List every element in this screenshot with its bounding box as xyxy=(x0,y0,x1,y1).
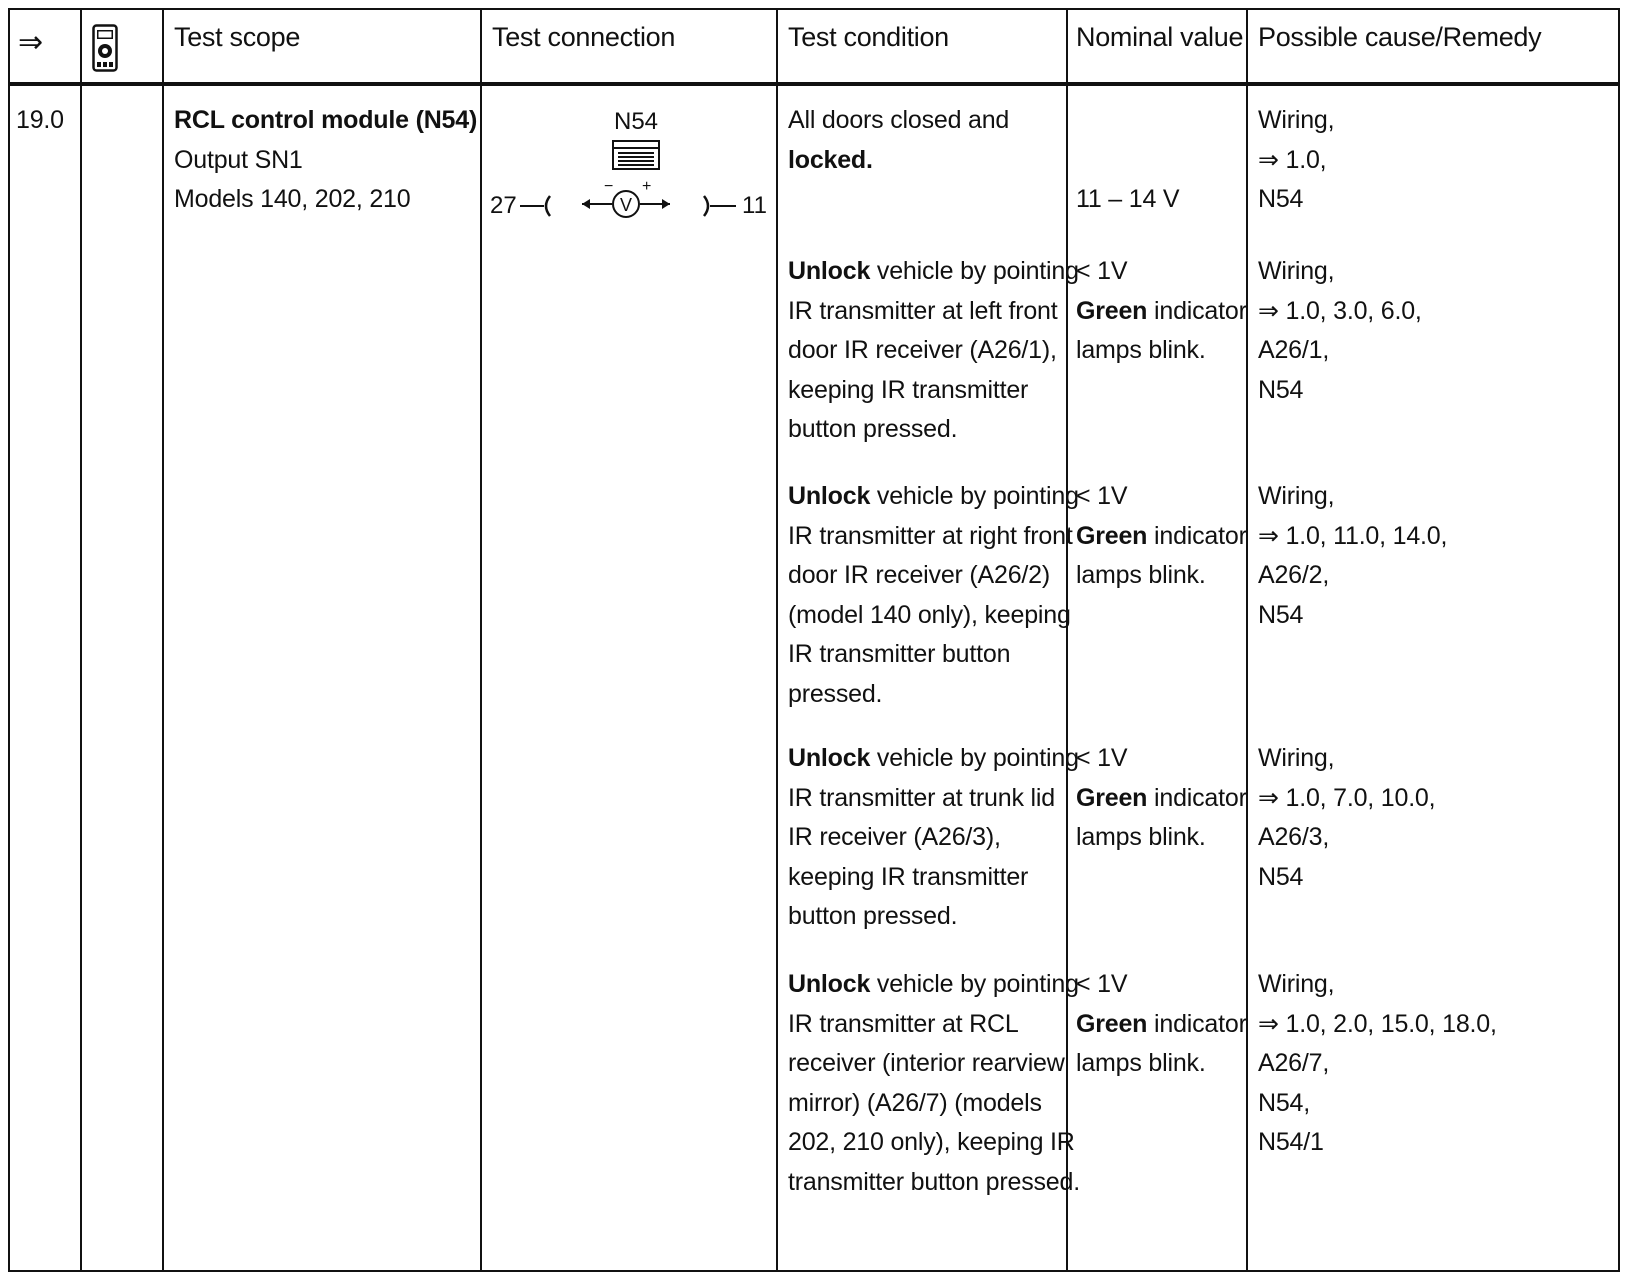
condition-line: receiver (interior rearview xyxy=(788,1049,1065,1077)
cause-line: N54 xyxy=(1258,185,1304,213)
cause-line: N54 xyxy=(1258,600,1304,629)
header-nominal-value: Nominal value xyxy=(1076,22,1244,52)
connector-left-icon xyxy=(518,192,554,222)
condition-cell xyxy=(788,965,1080,1202)
nominal-cell xyxy=(1076,477,1247,596)
condition-line: IR transmitter at left front xyxy=(788,296,1058,325)
condition-line: keeping IR transmitter xyxy=(788,375,1029,404)
cause-cell xyxy=(1258,477,1447,635)
header-possible-cause: Possible cause/Remedy xyxy=(1258,22,1542,52)
nominal-cell xyxy=(1076,739,1247,858)
condition-line: 202, 210 only), keeping IR xyxy=(788,1128,1075,1156)
cause-cell xyxy=(1258,252,1422,410)
condition-line: Unlock vehicle by pointing xyxy=(788,482,1079,510)
cause-line: ⇒ 1.0, xyxy=(1258,145,1327,174)
condition-line: door IR receiver (A26/2) xyxy=(788,561,1050,589)
cause-line: A26/1, xyxy=(1258,336,1330,364)
cause-line: Wiring, xyxy=(1258,106,1335,134)
nominal-line xyxy=(1076,101,1179,141)
cause-line: ⇒ 1.0, 2.0, 15.0, 18.0, xyxy=(1258,1009,1497,1038)
condition-line: Unlock vehicle by pointing xyxy=(788,744,1079,772)
pin-right-label: 11 xyxy=(742,192,767,219)
header-test-connection: Test connection xyxy=(492,22,676,52)
cause-line: N54, xyxy=(1258,1088,1311,1117)
nominal-line: < 1V xyxy=(1076,744,1128,772)
test-scope-cell xyxy=(174,101,477,220)
condition-line: pressed. xyxy=(788,679,883,708)
scope-output: Output SN1 xyxy=(174,145,303,174)
module-label: N54 xyxy=(614,108,659,135)
header-test-scope: Test scope xyxy=(174,22,301,52)
multimeter-icon xyxy=(92,24,118,72)
header-test-condition: Test condition xyxy=(788,22,949,52)
condition-line: door IR receiver (A26/1), xyxy=(788,336,1057,364)
condition-cell xyxy=(788,252,1079,450)
nominal-line: lamps blink. xyxy=(1076,561,1206,589)
nominal-line: Green indicator xyxy=(1076,296,1247,325)
cause-line: ⇒ 1.0, 11.0, 14.0, xyxy=(1258,521,1448,550)
condition-line: mirror) (A26/7) (models xyxy=(788,1088,1042,1117)
nominal-line: < 1V xyxy=(1076,482,1128,510)
condition-line: IR transmitter at trunk lid xyxy=(788,783,1055,812)
scope-models: Models 140, 202, 210 xyxy=(174,185,411,213)
nominal-cell xyxy=(1076,101,1179,220)
condition-line: (model 140 only), keeping xyxy=(788,600,1071,629)
nominal-line: < 1V xyxy=(1076,257,1128,285)
condition-cell xyxy=(788,101,1009,180)
nominal-cell xyxy=(1076,965,1247,1084)
nominal-line xyxy=(1076,141,1179,181)
column-divider xyxy=(480,10,482,1270)
condition-line: locked. xyxy=(788,145,873,174)
condition-line: IR transmitter button xyxy=(788,640,1011,668)
nominal-line: Green indicator xyxy=(1076,1009,1247,1038)
pin-left-label: 27 xyxy=(490,192,517,219)
cause-line: N54/1 xyxy=(1258,1128,1324,1156)
condition-line: IR receiver (A26/3), xyxy=(788,823,1001,851)
condition-cell xyxy=(788,477,1079,714)
condition-line: button pressed. xyxy=(788,415,958,443)
meter-plus-sign: + xyxy=(642,178,652,195)
meter-symbol: V xyxy=(619,195,633,215)
condition-line: Unlock vehicle by pointing xyxy=(788,970,1079,998)
step-number: 19.0 xyxy=(16,106,64,134)
header-divider xyxy=(10,82,1618,86)
nominal-line: Green indicator xyxy=(1076,521,1247,550)
test-table xyxy=(8,8,1620,1272)
cause-line: N54 xyxy=(1258,862,1304,891)
nominal-line: < 1V xyxy=(1076,970,1128,998)
column-divider xyxy=(162,10,164,1270)
nominal-cell xyxy=(1076,252,1247,371)
cause-cell xyxy=(1258,965,1497,1163)
header-nav-arrow: ⇒ xyxy=(18,26,44,59)
meter-minus-sign: − xyxy=(604,178,614,195)
condition-line: IR transmitter at RCL xyxy=(788,1009,1019,1038)
scope-title: RCL control module (N54) xyxy=(174,106,478,134)
cause-cell xyxy=(1258,101,1334,220)
control-module-icon xyxy=(612,140,660,170)
condition-line: button pressed. xyxy=(788,902,958,930)
cause-line: Wiring, xyxy=(1258,970,1335,998)
cause-line: Wiring, xyxy=(1258,744,1335,772)
condition-line: transmitter button pressed. xyxy=(788,1167,1080,1196)
cause-line: A26/7, xyxy=(1258,1049,1330,1077)
nominal-line: 11 – 14 V xyxy=(1076,185,1180,213)
cause-line: ⇒ 1.0, 7.0, 10.0, xyxy=(1258,783,1436,812)
condition-line: Unlock vehicle by pointing xyxy=(788,257,1079,285)
nominal-line: Green indicator xyxy=(1076,783,1247,812)
connection-diagram xyxy=(490,106,780,236)
cause-cell xyxy=(1258,739,1435,897)
cause-line: Wiring, xyxy=(1258,257,1335,285)
nominal-line: lamps blink. xyxy=(1076,1049,1206,1077)
cause-line: ⇒ 1.0, 3.0, 6.0, xyxy=(1258,296,1422,325)
voltmeter-icon xyxy=(578,174,674,226)
column-divider xyxy=(80,10,82,1270)
nominal-line: lamps blink. xyxy=(1076,823,1206,851)
condition-line: All doors closed and xyxy=(788,106,1010,134)
condition-line: IR transmitter at right front xyxy=(788,521,1073,550)
cause-line: A26/3, xyxy=(1258,823,1330,851)
nominal-line: lamps blink. xyxy=(1076,336,1206,364)
cause-line: N54 xyxy=(1258,375,1304,404)
condition-cell xyxy=(788,739,1079,937)
condition-line: keeping IR transmitter xyxy=(788,862,1029,891)
connector-right-icon xyxy=(700,192,740,222)
cause-line: Wiring, xyxy=(1258,482,1335,510)
cause-line: A26/2, xyxy=(1258,561,1330,589)
